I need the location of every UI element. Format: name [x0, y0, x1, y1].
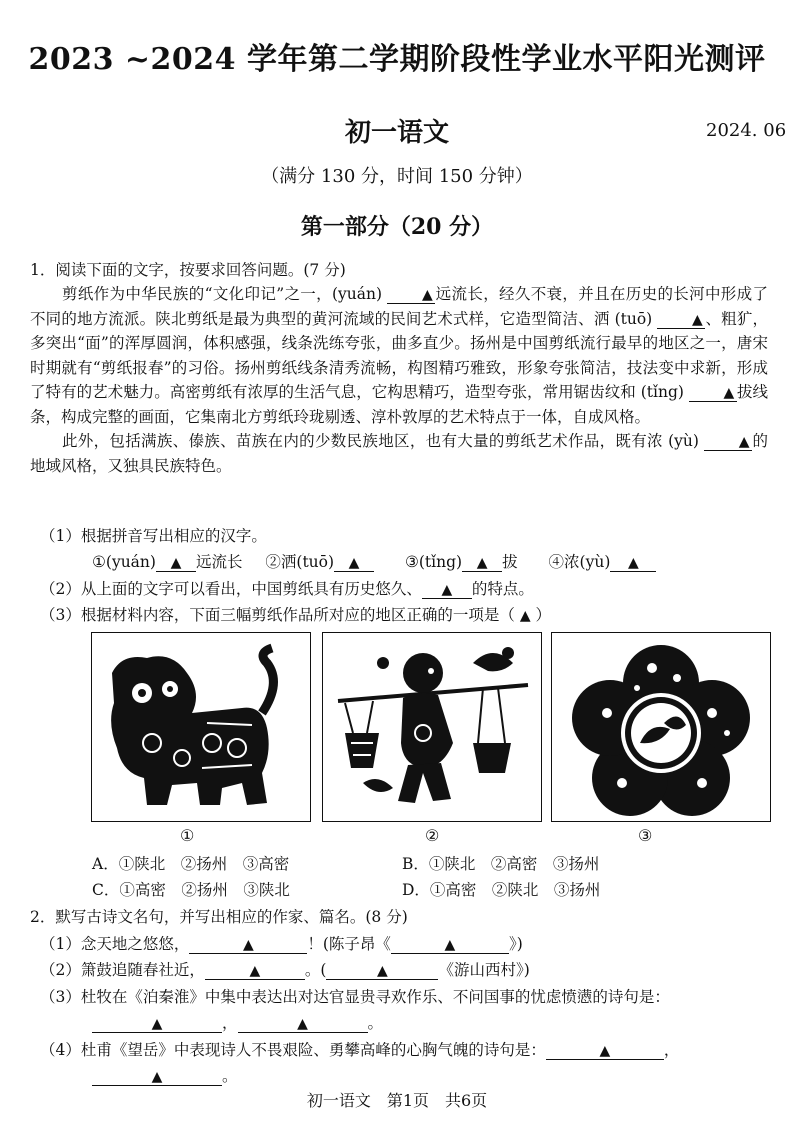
q2-sub3: （3）杜牧在《泊秦淮》中集中表达出对达官显贵寻欢作乐、不问国事的忧虑愤懑的诗句是：	[40, 988, 670, 1006]
answer-blank[interactable]: ▲	[238, 1016, 368, 1033]
answer-blank[interactable]: ▲	[657, 312, 705, 329]
part-heading: 第一部分（20 分）	[300, 214, 494, 240]
answer-blank[interactable]: ▲	[689, 385, 737, 402]
figure-label-1: ①	[180, 826, 195, 845]
answer-blank[interactable]: ▲	[92, 1016, 222, 1033]
answer-blank[interactable]: ▲	[422, 582, 472, 599]
q2-sub4-blank: ▲ 。	[92, 1064, 238, 1088]
q2-sub2: （2）箫鼓追随春社近， ▲ 。( ▲ 《游山西村》)	[40, 961, 530, 979]
answer-blank[interactable]: ▲	[546, 1043, 664, 1060]
answer-blank[interactable]: ▲	[326, 963, 438, 980]
q2-sub4: （4）杜甫《望岳》中表现诗人不畏艰险、勇攀高峰的心胸气魄的诗句是： ▲ ，	[40, 1041, 680, 1059]
answer-blank[interactable]: ▲	[205, 963, 305, 980]
papercut-plum-blossom-image	[551, 632, 771, 822]
answer-blank[interactable]: ▲	[391, 937, 509, 954]
q1-sub3: （3）根据材料内容，下面三幅剪纸作品所对应的地区正确的一项是（ ▲ ）	[40, 606, 552, 624]
passage-paragraph-2: 此外，包括满族、傣族、苗族在内的少数民族地区，也有大量的剪纸艺术作品，既有浓 (yù) ▲ 的地域风格，又独具民族特色。	[30, 432, 768, 475]
exam-title: 2023 ~2024 学年第二学期阶段性学业水平阳光测评	[28, 42, 766, 77]
answer-mark[interactable]: ▲	[519, 608, 531, 624]
exam-date: 2024. 06	[706, 120, 787, 141]
subject-title: 初一语文	[344, 118, 449, 148]
papercut-child-image	[322, 632, 542, 822]
q2-stem: 2．默写古诗文名句，并写出相应的作家、篇名。(8 分)	[30, 908, 408, 926]
option-a[interactable]: A．①陕北 ②扬州 ③高密	[92, 855, 290, 873]
option-b[interactable]: B．①陕北 ②高密 ③扬州	[402, 855, 600, 873]
q1-sub1: （1）根据拼音写出相应的汉字。	[40, 527, 267, 545]
answer-blank[interactable]: ▲	[334, 555, 374, 572]
answer-blank[interactable]: ▲	[462, 555, 502, 572]
q1-sub2: （2）从上面的文字可以看出，中国剪纸具有历史悠久、 ▲ 的特点。	[40, 580, 534, 598]
q2-sub1: （1）念天地之悠悠， ▲ ！(陈子昂《 ▲ 》)	[40, 935, 523, 953]
answer-blank[interactable]: ▲	[92, 1069, 222, 1086]
q2-sub3-blanks: ▲ ， ▲ 。	[92, 1011, 383, 1035]
page-footer: 初一语文 第1页 共6页	[306, 1091, 488, 1110]
answer-blank[interactable]: ▲	[387, 287, 435, 304]
answer-blank[interactable]: ▲	[156, 555, 196, 572]
option-c[interactable]: C．①高密 ②扬州 ③陕北	[92, 881, 290, 899]
papercut-tiger-image	[91, 632, 311, 822]
score-time: （满分 130 分，时间 150 分钟）	[261, 166, 533, 187]
q1-sub1-items: ①(yuán) ▲ 远流长 ②洒(tuō) ▲ ③(tǐng) ▲ 拔 ④浓(yù) ▲	[92, 550, 656, 574]
figure-label-2: ②	[425, 826, 440, 845]
figure-label-3: ③	[638, 826, 653, 845]
answer-blank[interactable]: ▲	[189, 937, 307, 954]
q1-stem: 1．阅读下面的文字，按要求回答问题。(7 分)	[30, 261, 346, 279]
option-d[interactable]: D．①高密 ②陕北 ③扬州	[402, 881, 601, 899]
answer-blank[interactable]: ▲	[704, 434, 752, 451]
passage-paragraph-1: 剪纸作为中华民族的“文化印记”之一，(yuán) ▲ 远流长，经久不衰，并且在历史的长河中形成了不同的地方流派。陕北剪纸是最为典型的黄河流域的民间艺术式样，它造型简洁、洒 (tuō) ▲ 、粗犷，多突出“面”的浑厚圆润，体积感强，线条洗练夸张，曲多直少。扬州是中国剪纸流行最早的地区之一，唐宋时期就有“剪纸报春”的习俗。扬州剪纸线条清秀流畅，构图精巧雅致，形象夸张简洁，技法变中求新，形成了特有的艺术魅力。高密剪纸有浓厚的生活气息，它构思精巧，造型夸张，常用锯齿纹和 (tǐng) ▲ 拔线条，构成完整的画面，它集南北方剪纸玲珑剔透、淳朴敦厚的艺术特点于一体，自成风格。	[30, 285, 768, 426]
answer-blank[interactable]: ▲	[610, 555, 656, 572]
q1-passage	[30, 282, 768, 478]
